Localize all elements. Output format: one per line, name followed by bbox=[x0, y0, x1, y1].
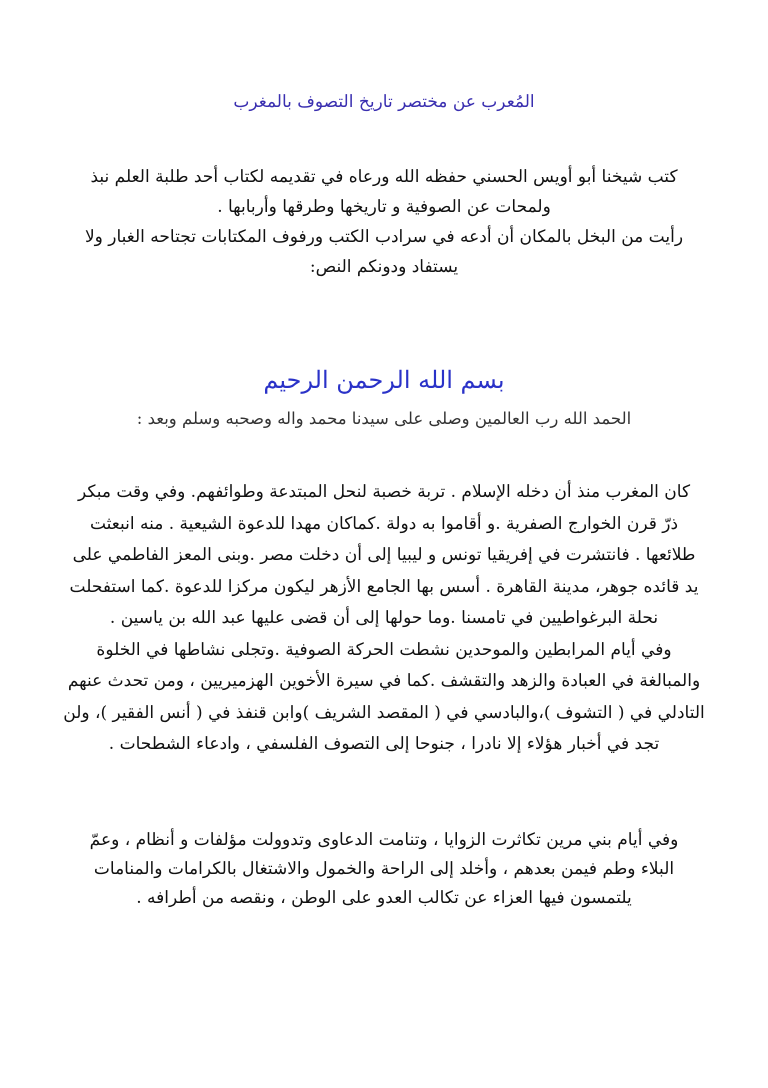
body-line: البلاء وطم فيمن بعدهم ، وأخلد إلى الراحة والخمول والاشتغال بالكرامات والمنامات bbox=[93, 859, 675, 879]
body-line: والمبالغة في العبادة والزهد والتقشف .كما في سيرة الأخوين الهزميريين ، ومن تحدث عنهم bbox=[67, 671, 701, 691]
body-paragraph-1 bbox=[0, 477, 768, 761]
body-line: يد قائده جوهر، مدينة القاهرة . أسس بها الجامع الأزهر ليكون مركزا للدعوة .كما استفحلت bbox=[69, 576, 699, 597]
body-line: نحلة البرغواطيين في تامسنا .وما حولها إلى أن قضى عليها عبد الله بن ياسين . bbox=[109, 608, 659, 628]
body-line: وفي أيام المرابطين والموحدين نشطت الحركة الصوفية .وتجلى نشاطها في الخلوة bbox=[96, 639, 672, 660]
intro-paragraph bbox=[0, 162, 768, 282]
body-line: يلتمسون فيها العزاء عن تكالب العدو على الوطن ، ونقصه من أطرافه . bbox=[136, 888, 632, 908]
body-line: كان المغرب منذ أن دخله الإسلام . تربة خصبة لنحل المبتدعة وطوائفهم. وفي وقت مبكر bbox=[77, 482, 691, 502]
body-paragraph-2 bbox=[0, 826, 768, 913]
body-line: تجد في أخبار هؤلاء إلا نادرا ، جنوحا إلى التصوف الفلسفي ، وادعاء الشطحات . bbox=[108, 734, 660, 754]
body-line: طلائعها . فانتشرت في إفريقيا تونس و ليبيا إلى أن دخلت مصر .وبنى المعز الفاطمي على bbox=[72, 545, 696, 565]
body-line: ذرّ قرن الخوارج الصفرية .و أقاموا به دولة .كماكان مهدا للدعوة الشيعية . منه انبعثت bbox=[89, 513, 679, 534]
intro-line: كتب شيخنا أبو أويس الحسني حفظه الله ورعاه في تقديمه لكتاب أحد طلبة العلم نبذ bbox=[90, 167, 678, 187]
body-line: وفي أيام بني مرين تكاثرت الزوايا ، وتنامت الدعاوى وتدوولت مؤلفات و أنظام ، وعمّ bbox=[89, 830, 679, 850]
intro-line: يستفاد ودونكم النص: bbox=[309, 257, 459, 277]
hamd-line: الحمد الله رب العالمين وصلى على سيدنا محمد واله وصحبه وسلم وبعد : bbox=[136, 409, 632, 428]
intro-line: رأيت من البخل بالمكان أن أدعه في سرادب الكتب ورفوف المكتابات تجتاحه الغبار ولا bbox=[84, 227, 684, 247]
document-title: المُعرب عن مختصر تاريخ التصوف بالمغرب bbox=[233, 92, 535, 112]
intro-line: ولمحات عن الصوفية و تاريخها وطرقها وأربابها . bbox=[217, 197, 551, 217]
body-line: التادلي في ( التشوف )،والبادسي في ( المقصد الشريف )وابن قنفذ في ( أنس الفقير )، ولن bbox=[63, 702, 705, 723]
basmala-heading: بسم الله الرحمن الرحيم bbox=[263, 366, 505, 394]
